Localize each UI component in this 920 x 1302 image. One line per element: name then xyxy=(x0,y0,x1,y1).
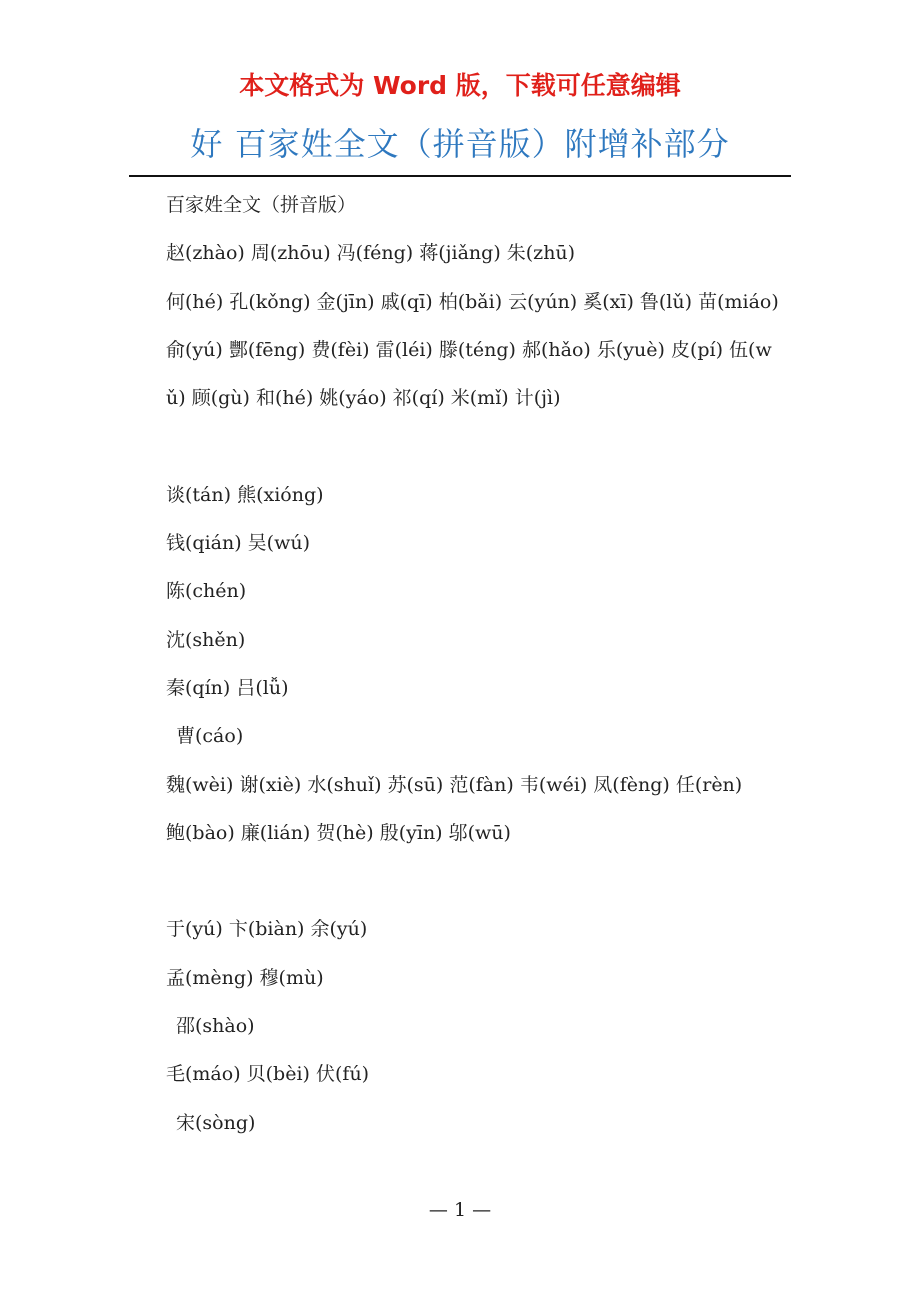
document-title: 好 百家姓全文（拼音版）附增补部分 xyxy=(190,125,730,163)
body-line: 宋(sòng) xyxy=(176,1111,256,1134)
body-line: 赵(zhào) 周(zhōu) 冯(féng) 蒋(jiǎng) 朱(zhū) xyxy=(166,242,576,265)
body-line: 魏(wèi) 谢(xiè) 水(shuǐ) 苏(sū) 范(fàn) 韦(wéi) 凤(fèng) 任(rèn) xyxy=(166,773,743,796)
body-line: 毛(máo) 贝(bèi) 伏(fú) xyxy=(166,1063,370,1086)
body-line: 邵(shào) xyxy=(176,1015,255,1038)
blank-line xyxy=(138,422,784,470)
document-body xyxy=(138,181,784,1147)
body-line: 鲍(bào) 廉(lián) 贺(hè) 殷(yīn) 邬(wū) xyxy=(166,821,511,844)
body-line: 钱(qián) 吴(wú) xyxy=(166,532,310,555)
body-line: 曹(cáo) xyxy=(176,725,244,748)
page-number: — 1 — xyxy=(428,1199,492,1221)
body-line: 何(hé) 孔(kǒng) 金(jīn) 戚(qī) 柏(bǎi) 云(yún) 奚(xī) 鲁(lǔ) 苗(miáo) 俞(yú) 酆(fēng) 费(fèi) 雷(léi) 滕(téng) 郝(hǎo) 乐(yuè) 皮(pí) 伍(wǔ) 顾(gù) 和(hé) 姚(yáo) 祁(qí) 米(mǐ) 计(jì) xyxy=(166,290,779,410)
body-line: 秦(qín) 吕(lǚ) xyxy=(166,676,289,699)
body-line: 于(yú) 卞(biàn) 余(yú) xyxy=(166,918,368,941)
body-line: 陈(chén) xyxy=(166,580,247,603)
title-divider xyxy=(129,175,791,177)
body-line: 沈(shěn) xyxy=(166,628,246,651)
blank-line xyxy=(138,857,784,905)
body-line: 谈(tán) 熊(xióng) xyxy=(166,483,324,506)
format-notice: 本文格式为 Word 版，下载可任意编辑 xyxy=(239,71,681,100)
body-line-heading: 百家姓全文（拼音版） xyxy=(166,194,357,216)
body-line: 孟(mèng) 穆(mù) xyxy=(166,966,324,989)
